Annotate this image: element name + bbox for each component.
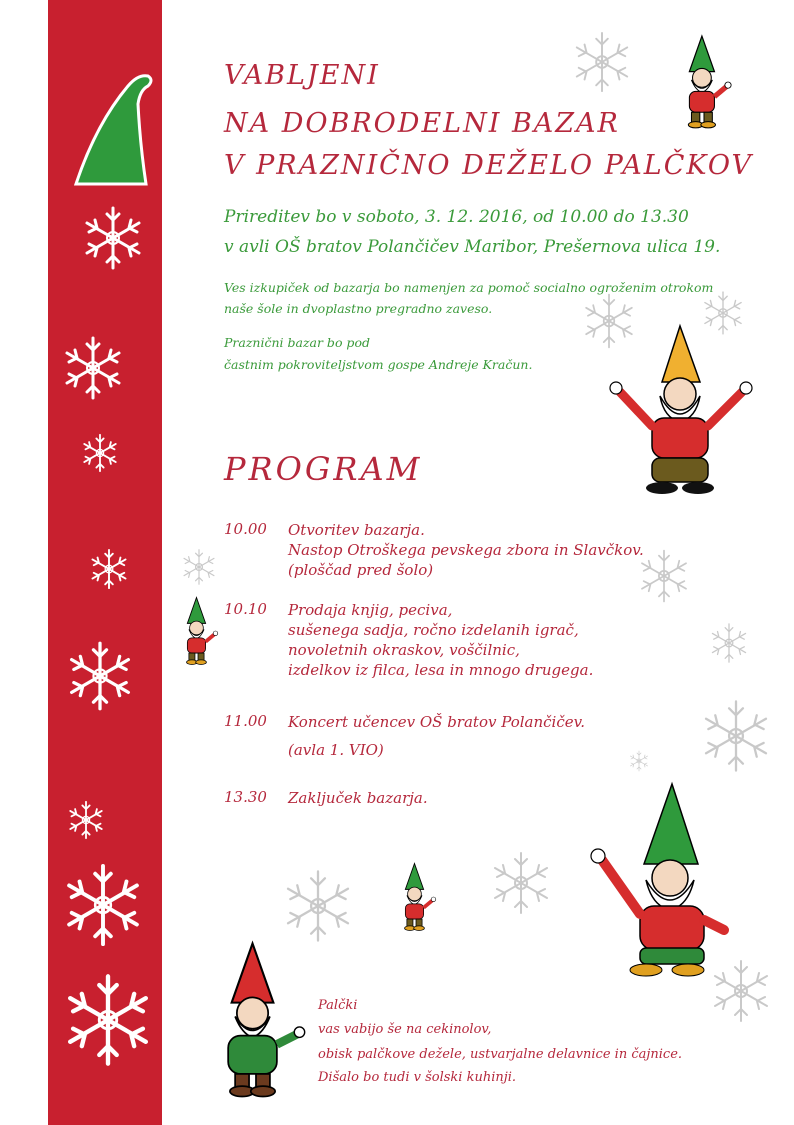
snowflake-icon bbox=[60, 862, 146, 948]
gnome-illustration bbox=[170, 596, 226, 666]
program-item bbox=[288, 520, 644, 580]
program-item bbox=[288, 712, 585, 760]
gnome-illustration bbox=[580, 780, 730, 980]
snowflake-icon bbox=[80, 205, 146, 271]
program-line: Prodaja knjig, peciva, bbox=[288, 601, 453, 619]
gnome-illustration bbox=[388, 862, 444, 932]
snowflake-icon bbox=[488, 850, 554, 916]
footer-line-4: Dišalo bo tudi v šolski kuhinji. bbox=[318, 1070, 517, 1085]
snowflake-icon bbox=[628, 750, 650, 772]
snowflake-icon bbox=[708, 622, 750, 664]
gnome-illustration bbox=[664, 34, 744, 130]
title-line-3: V PRAZNIČNO DEŽELO PALČKOV bbox=[224, 150, 753, 181]
program-time: 13.30 bbox=[224, 788, 267, 806]
green-hat-icon bbox=[66, 64, 156, 194]
snowflake-icon bbox=[60, 335, 126, 401]
footer-line-1: Palčki bbox=[318, 998, 358, 1013]
program-time: 11.00 bbox=[224, 712, 267, 730]
program-line: Otvoritev bazarja. bbox=[288, 521, 425, 539]
snowflake-icon bbox=[60, 972, 156, 1068]
snowflake-icon bbox=[570, 30, 634, 94]
footer-line-3: obisk palčkove dežele, ustvarjalne delavnice in čajnice. bbox=[318, 1047, 683, 1062]
snowflake-icon bbox=[636, 548, 692, 604]
snowflake-icon bbox=[80, 433, 120, 473]
event-location: v avli OŠ bratov Polančičev Maribor, Prešernova ulica 19. bbox=[224, 237, 721, 257]
program-line: izdelkov iz filca, lesa in mnogo drugega. bbox=[288, 661, 594, 679]
purpose-line-2: naše šole in dvoplastno pregradno zaveso. bbox=[224, 301, 493, 316]
gnome-illustration bbox=[600, 322, 760, 498]
program-line: Nastop Otroškega pevskega zbora in Slavčkov. bbox=[288, 541, 644, 559]
snowflake-icon bbox=[280, 868, 356, 944]
program-line: (ploščad pred šolo) bbox=[288, 561, 434, 579]
title-line-2: NA DOBRODELNI BAZAR bbox=[224, 108, 620, 139]
program-line: novoletnih okraskov, voščilnic, bbox=[288, 641, 520, 659]
program-line: (avla 1. VIO) bbox=[288, 741, 384, 759]
snowflake-icon bbox=[698, 698, 774, 774]
snowflake-icon bbox=[180, 548, 218, 586]
program-line: Koncert učencev OŠ bratov Polančičev. bbox=[288, 713, 586, 731]
program-line: sušenega sadja, ročno izdelanih igrač, bbox=[288, 621, 579, 639]
gnome-illustration bbox=[196, 940, 316, 1100]
patron-line-2: častnim pokroviteljstvom gospe Andreje Kračun. bbox=[224, 357, 533, 372]
snowflake-icon bbox=[66, 800, 106, 840]
purpose-line-1: Ves izkupiček od bazarja bo namenjen za pomoč socialno ogroženim otrokom bbox=[224, 280, 714, 295]
title-line-1: VABLJENI bbox=[224, 60, 380, 91]
program-heading: PROGRAM bbox=[224, 450, 423, 488]
program-item bbox=[288, 600, 593, 680]
program-time: 10.00 bbox=[224, 520, 267, 538]
event-date: Prireditev bo v soboto, 3. 12. 2016, od 10.00 do 13.30 bbox=[224, 207, 689, 227]
snowflake-icon bbox=[88, 548, 130, 590]
snowflake-icon bbox=[64, 640, 136, 712]
patron-line-1: Praznični bazar bo pod bbox=[224, 335, 370, 350]
program-time: 10.10 bbox=[224, 600, 267, 618]
footer-line-2: vas vabijo še na cekinolov, bbox=[318, 1022, 492, 1037]
program-line: Zaključek bazarja. bbox=[288, 789, 428, 807]
program-item bbox=[288, 788, 428, 808]
